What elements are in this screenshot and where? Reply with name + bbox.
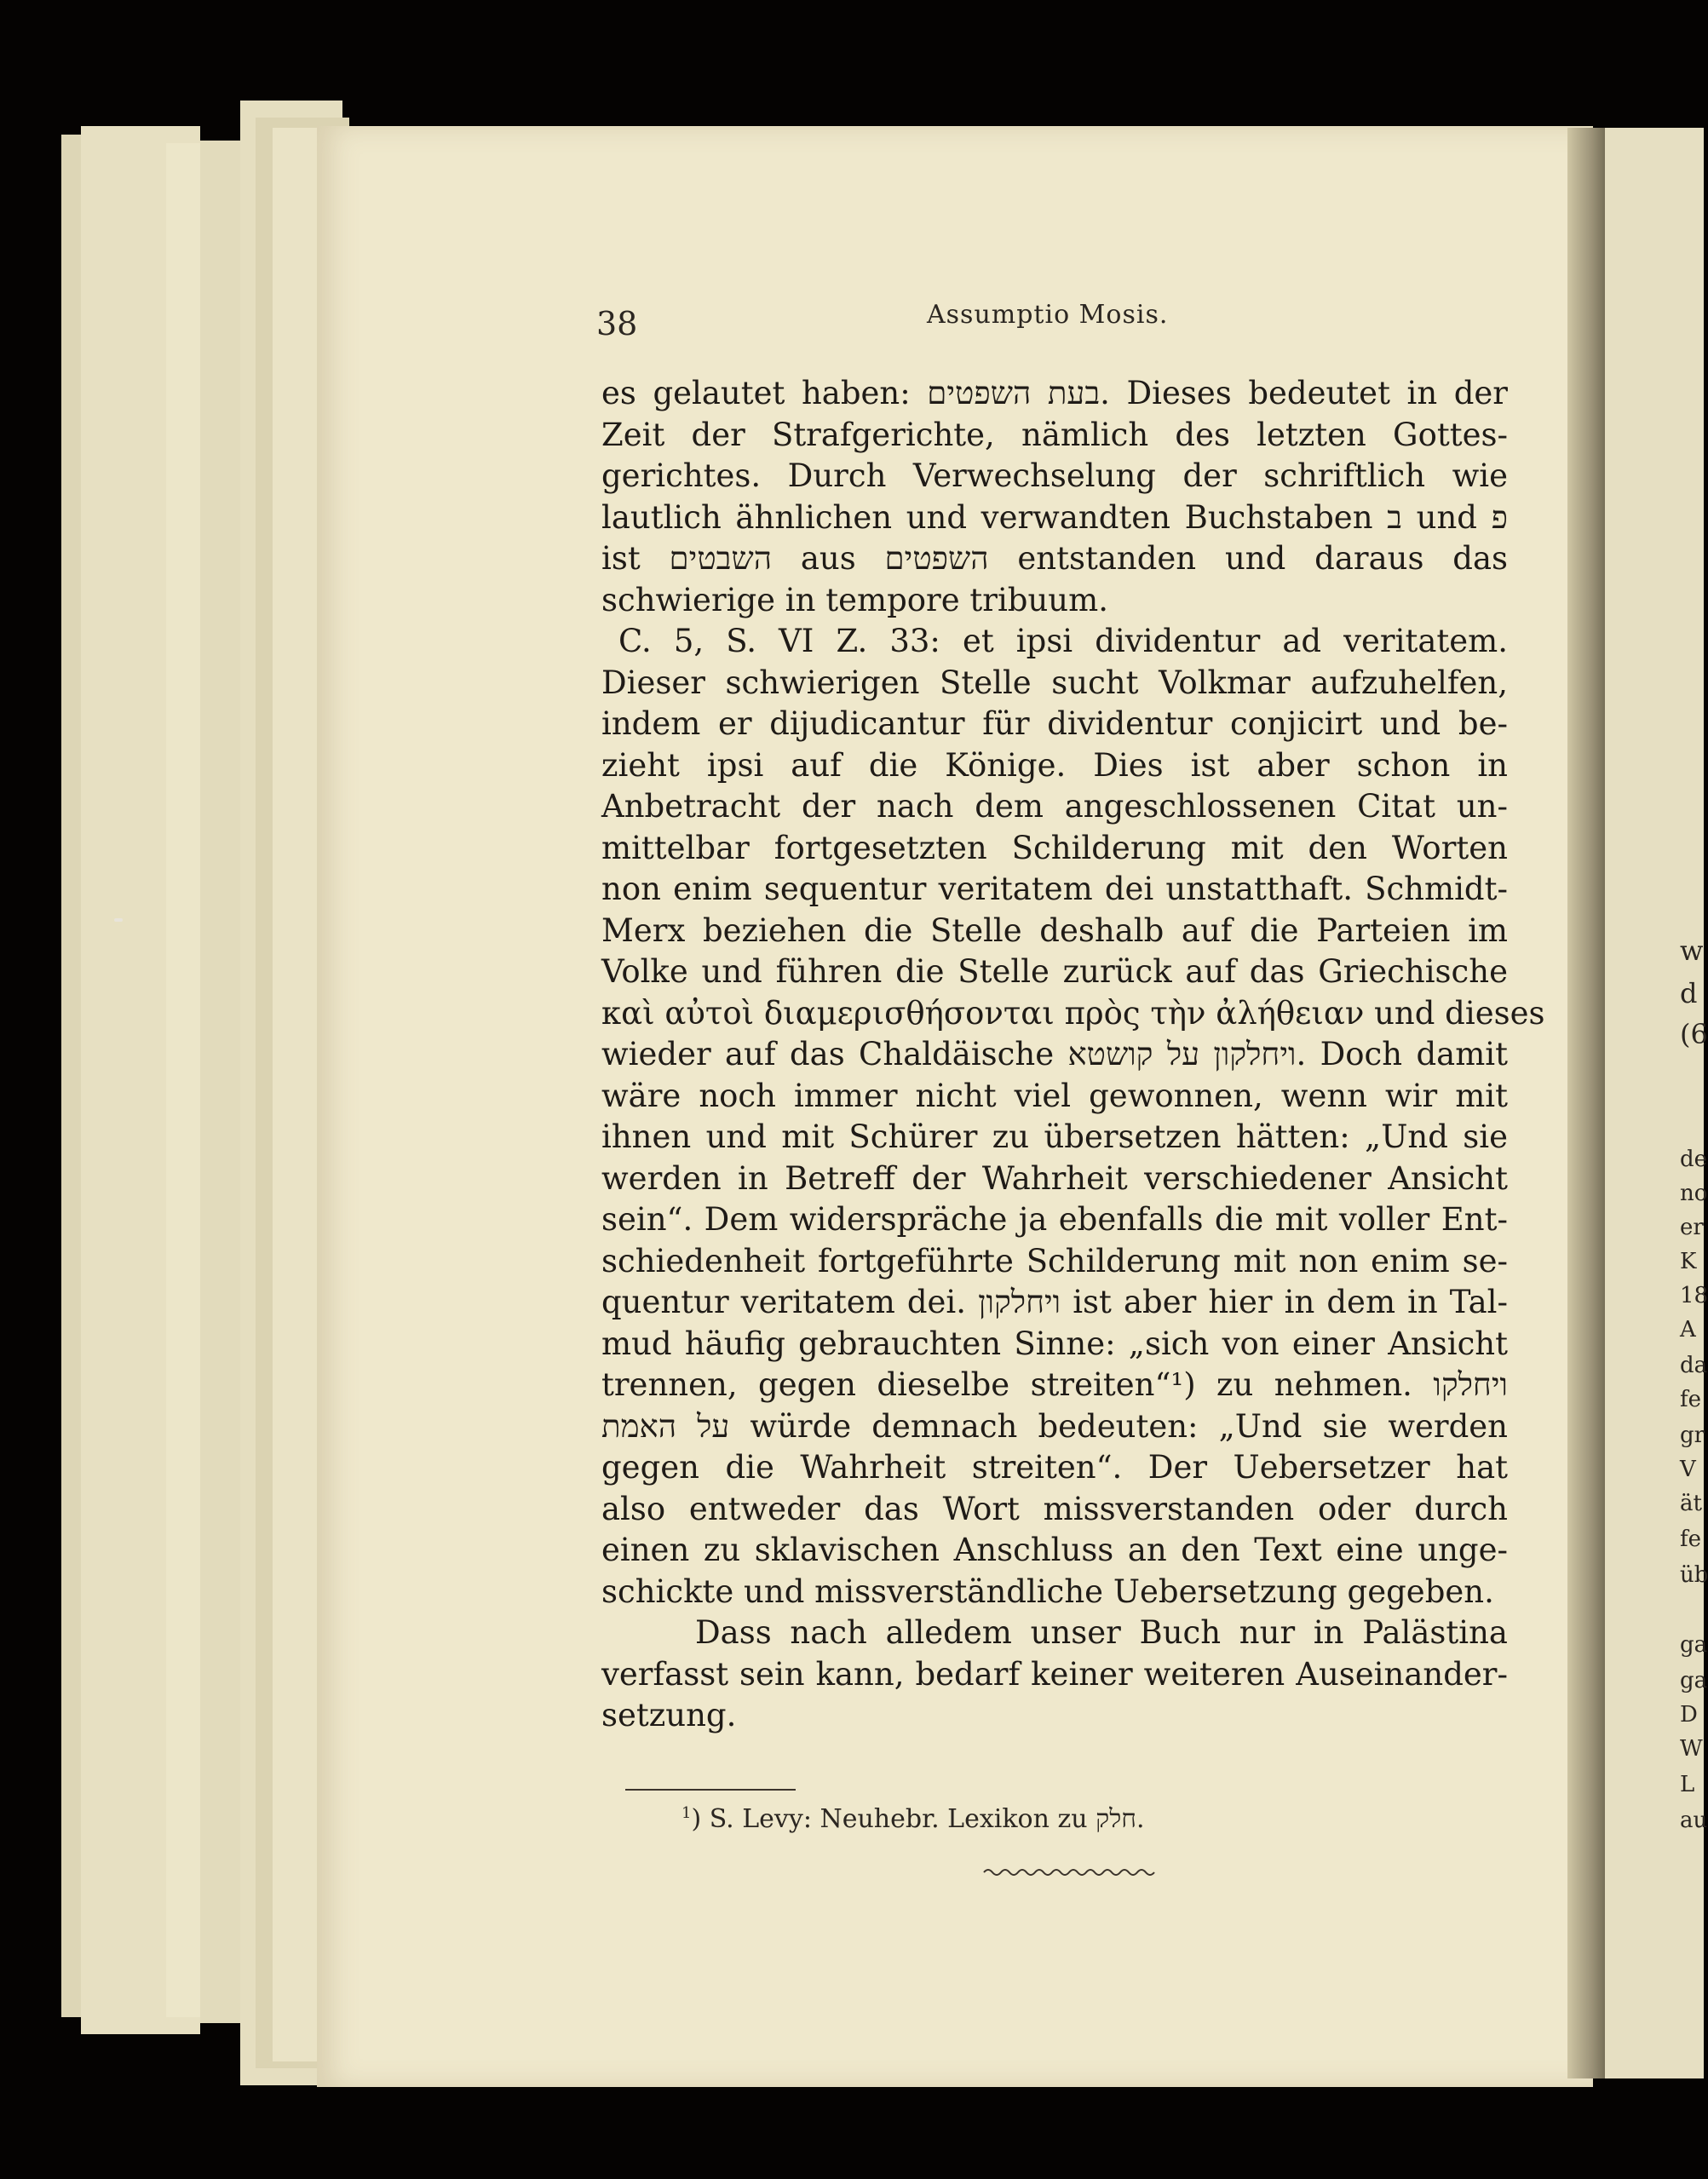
facing-page-fragment: fe bbox=[1680, 1387, 1702, 1412]
text-line: quentur veritatem dei. ויחלקון ist aber hier in dem in Tal- bbox=[601, 1284, 1508, 1320]
facing-page-fragment: A bbox=[1680, 1317, 1696, 1342]
text-line: Dass nach alledem unser Buch nur in Palästina bbox=[695, 1614, 1508, 1651]
facing-page-fragment: er bbox=[1680, 1215, 1704, 1240]
facing-page-fragment: d bbox=[1680, 977, 1698, 1009]
text-line: schwierige in tempore tribuum. bbox=[601, 581, 1108, 618]
text-line: sein“. Dem widerspräche ja ebenfalls die mit voller Ent- bbox=[601, 1201, 1508, 1238]
page-stack-edge bbox=[273, 128, 324, 2061]
facing-page-fragment: K bbox=[1680, 1249, 1697, 1274]
body-text bbox=[601, 373, 1545, 1737]
text-line: gegen die Wahrheit streiten“. Der Uebersetzer hat bbox=[601, 1449, 1508, 1486]
facing-page-fragment: ga bbox=[1680, 1668, 1708, 1693]
text-line: על האמת würde demnach bedeuten: „Und sie werden bbox=[601, 1407, 1509, 1445]
footnote bbox=[681, 1804, 1145, 1834]
facing-page-fragment: ät bbox=[1680, 1491, 1702, 1516]
text-line: Zeit der Strafgerichte, nämlich des letzten Gottes- bbox=[601, 416, 1508, 453]
text-line: setzung. bbox=[601, 1697, 737, 1733]
facing-page-fragment: au bbox=[1680, 1808, 1708, 1833]
text-line: gerichtes. Durch Verwechselung der schriftlich wie bbox=[601, 457, 1508, 494]
end-ornament bbox=[984, 1864, 1154, 1881]
text-line: Merx beziehen die Stelle deshalb auf die Parteien im bbox=[601, 911, 1508, 949]
facing-page-fragment: L bbox=[1680, 1772, 1695, 1797]
facing-page-fragment: D bbox=[1680, 1702, 1698, 1728]
text-line: es gelautet haben: בעת השפטים. Dieses bedeutet in der bbox=[601, 375, 1508, 411]
text-line: verfasst sein kann, bedarf keiner weiteren Auseinander- bbox=[601, 1655, 1508, 1693]
text-line: also entweder das Wort missverstanden oder durch bbox=[601, 1490, 1508, 1527]
text-line: lautlich ähnlichen und verwandten Buchstaben ב und פ bbox=[601, 498, 1508, 536]
text-line: wieder auf das Chaldäische ויחלקון על קושטא. Doch damit bbox=[601, 1036, 1508, 1072]
text-line: zieht ipsi auf die Könige. Dies ist aber schon in bbox=[601, 746, 1508, 784]
text-line: ist השבטים aus השפטים entstanden und daraus das bbox=[601, 540, 1509, 577]
facing-page-fragment: gr bbox=[1680, 1423, 1705, 1448]
footnote-text: ) S. Levy: Neuhebr. Lexikon zu חלק. bbox=[691, 1804, 1145, 1834]
text-line: mittelbar fortgesetzten Schilderung mit den Worten bbox=[601, 829, 1508, 866]
facing-page-fragment: w bbox=[1680, 934, 1704, 967]
footnote-rule bbox=[625, 1789, 796, 1791]
facing-page-fragment: üb bbox=[1680, 1562, 1708, 1588]
facing-page-fragment: ga bbox=[1680, 1632, 1708, 1658]
text-line: indem er dijudicantur für dividentur conjicirt und be- bbox=[601, 705, 1508, 742]
text-line: wäre noch immer nicht viel gewonnen, wenn wir mit bbox=[601, 1077, 1508, 1114]
page-number: 38 bbox=[596, 305, 638, 342]
footnote-marker: 1 bbox=[681, 1804, 692, 1822]
paper-speck bbox=[114, 918, 123, 922]
facing-page-fragment: de bbox=[1680, 1147, 1708, 1172]
text-line: trennen, gegen dieselbe streiten“¹) zu nehmen. ויחלקו bbox=[601, 1366, 1508, 1403]
text-line: Anbetracht der nach dem angeschlossenen Citat un- bbox=[601, 788, 1508, 825]
text-line: C. 5, S. VI Z. 33: et ipsi dividentur ad veritatem. bbox=[618, 623, 1508, 659]
text-line: ihnen und mit Schürer zu übersetzen hätten: „Und sie bbox=[601, 1118, 1508, 1155]
text-line: Volke und führen die Stelle zurück auf das Griechische bbox=[601, 953, 1508, 990]
facing-page-fragment: W bbox=[1680, 1736, 1703, 1762]
text-line: schiedenheit fortgeführte Schilderung mit non enim se- bbox=[601, 1242, 1508, 1279]
facing-page-fragment: (6 bbox=[1680, 1018, 1708, 1050]
facing-page-fragment: 18 bbox=[1680, 1283, 1708, 1308]
text-line: Dieser schwierigen Stelle sucht Volkmar aufzuhelfen, bbox=[601, 664, 1508, 701]
text-line: werden in Betreff der Wahrheit verschiedener Ansicht bbox=[601, 1159, 1508, 1197]
text-line: καὶ αὐτοὶ διαμερισθήσονται πρὸς τὴν ἀλήθειαν und dieses bbox=[601, 994, 1545, 1032]
facing-page-fragment: da bbox=[1680, 1353, 1708, 1378]
facing-page-fragment: no bbox=[1680, 1181, 1708, 1206]
running-title: Assumptio Mosis. bbox=[927, 300, 1169, 330]
book-gutter bbox=[1567, 128, 1608, 2078]
text-line: schickte und missverständliche Uebersetzung gegeben. bbox=[601, 1572, 1494, 1610]
facing-page-fragment: fe bbox=[1680, 1526, 1702, 1552]
text-line: non enim sequentur veritatem dei unstatthaft. Schmidt- bbox=[601, 871, 1508, 907]
text-line: einen zu sklavischen Anschluss an den Text eine unge- bbox=[601, 1532, 1508, 1568]
text-line: mud häufig gebrauchten Sinne: „sich von einer Ansicht bbox=[601, 1325, 1508, 1362]
facing-page-fragment: V bbox=[1680, 1457, 1696, 1482]
